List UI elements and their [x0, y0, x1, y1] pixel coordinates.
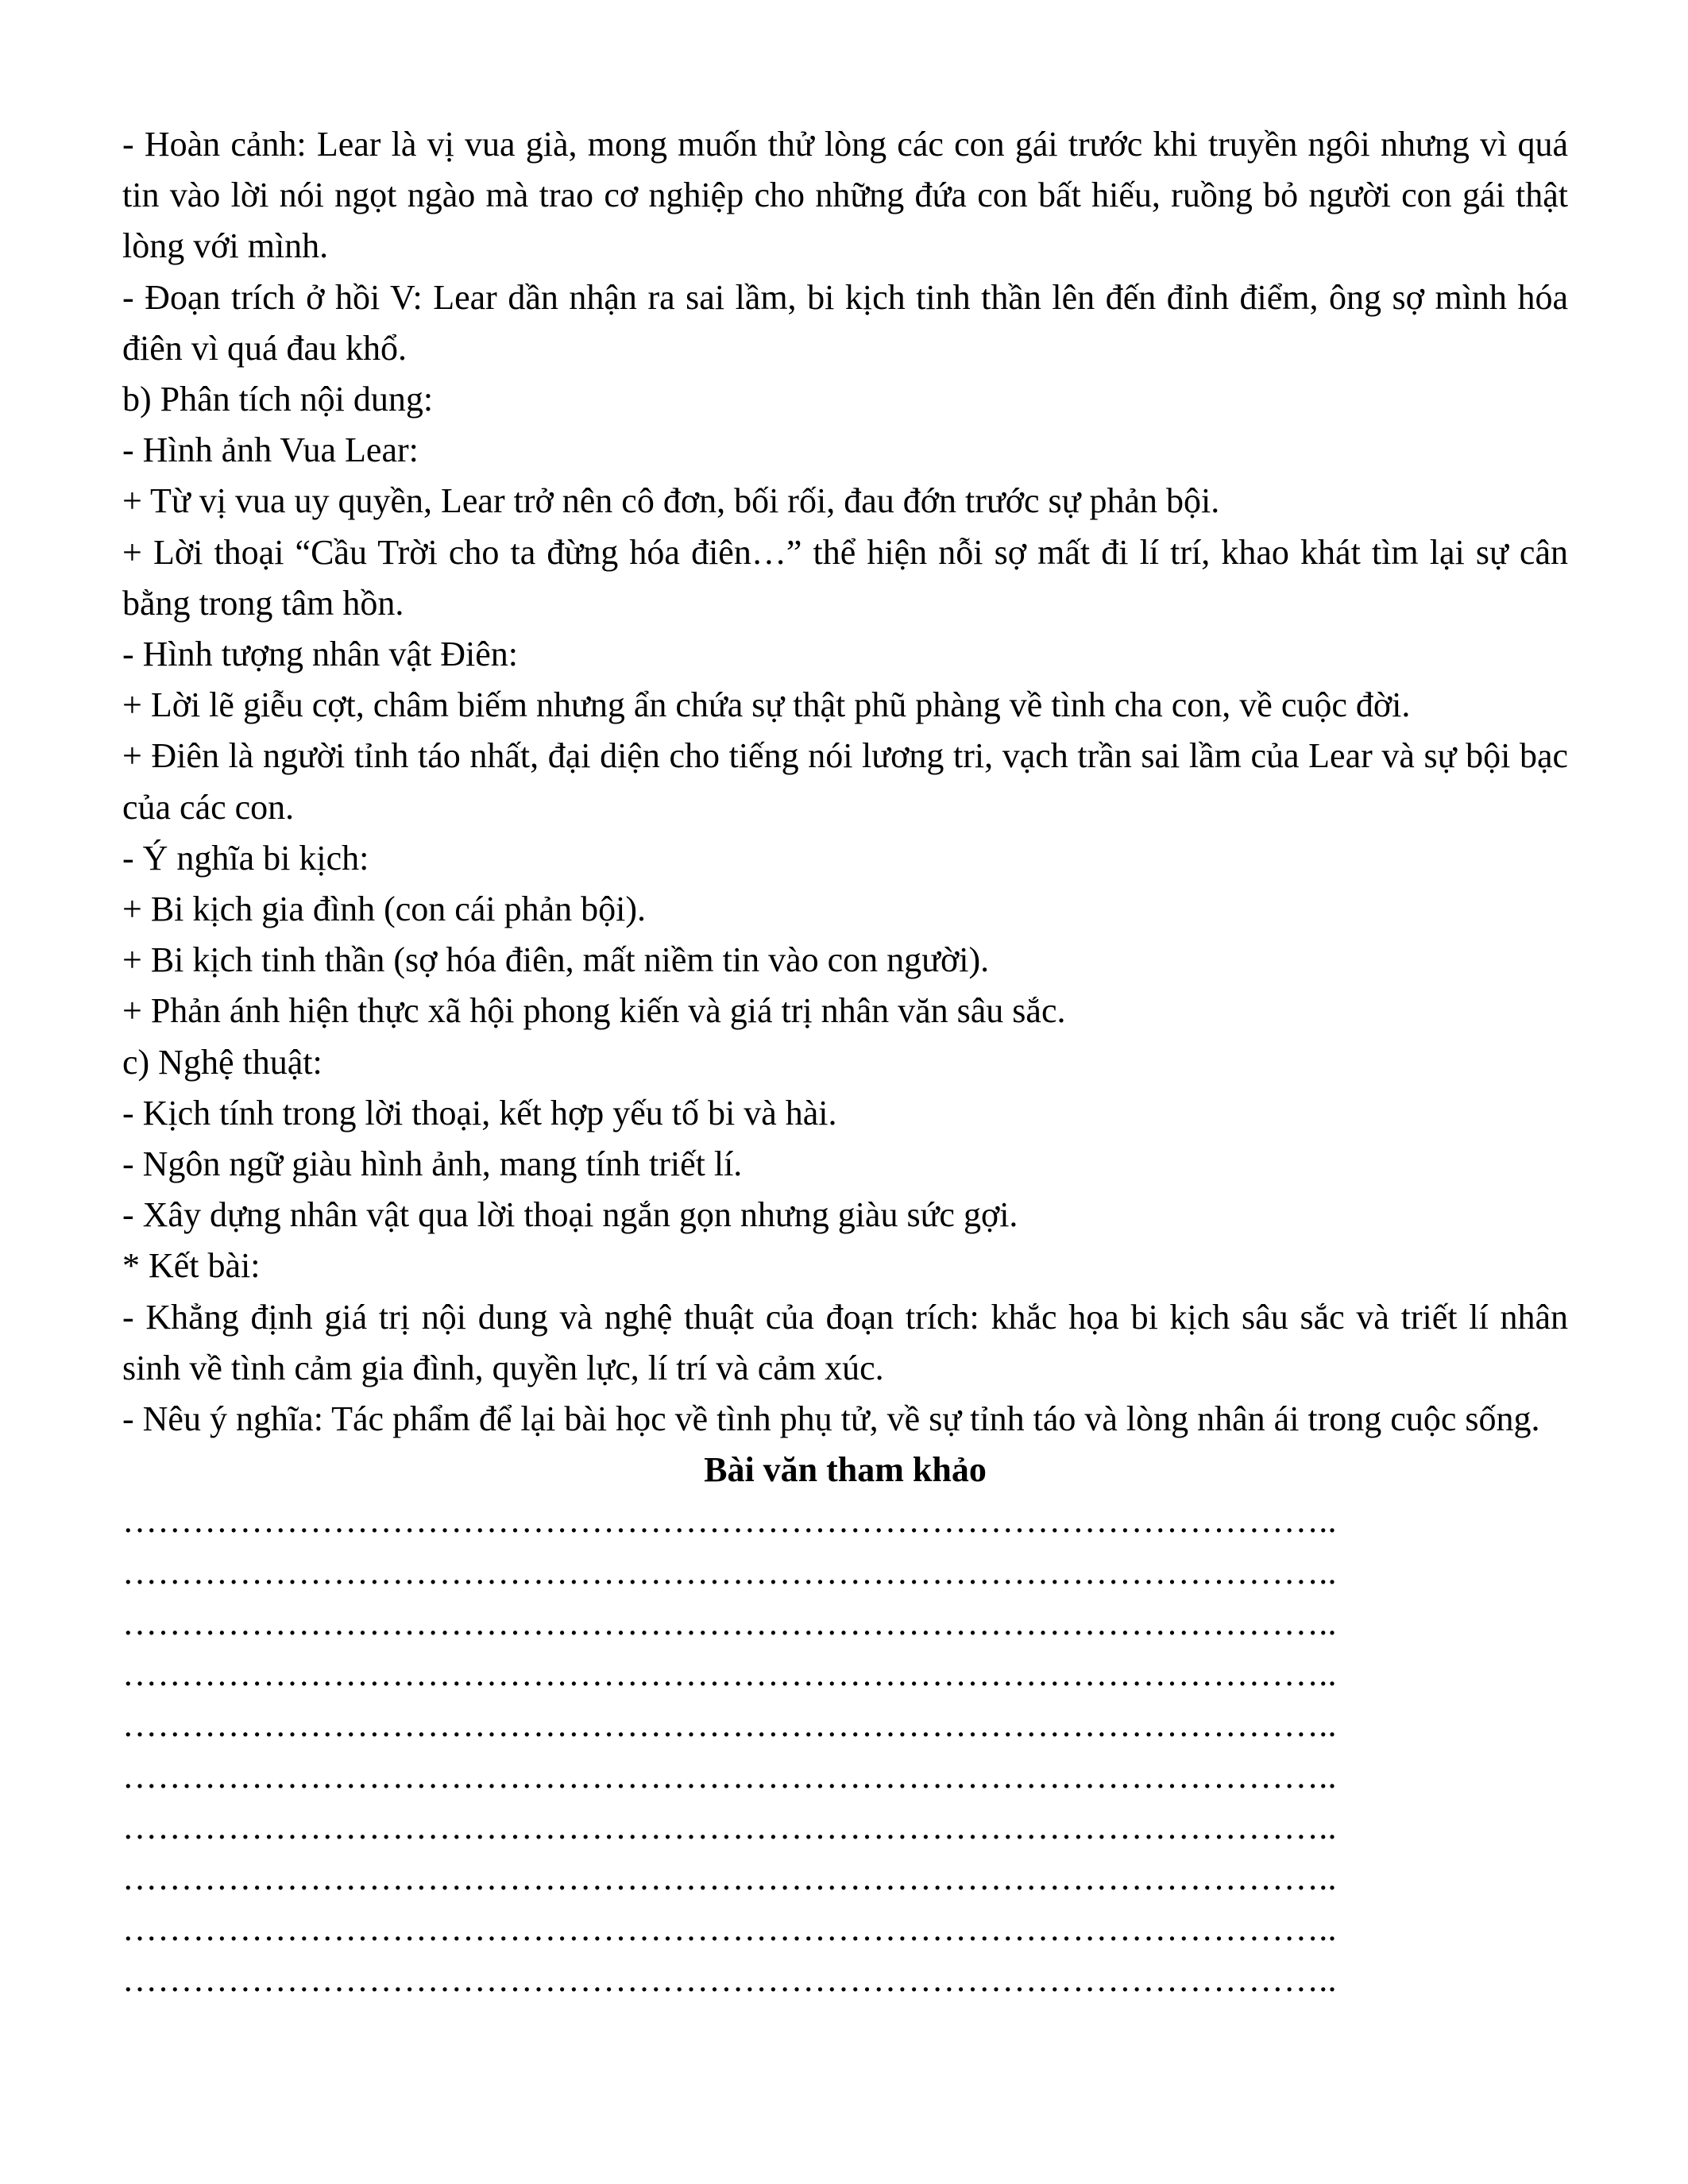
paragraph: - Hoàn cảnh: Lear là vị vua già, mong muốn thử lòng các con gái trước khi truyền ngôi nhưng vì quá tin vào lời nói ngọt ngào mà trao cơ nghiệp cho những đứa con bất hiếu, ruồng bỏ người con gái thật lòng với mình. — [122, 125, 1568, 266]
dotted-writing-line: ………………………………………………………………………………………….. — [122, 1603, 1337, 1642]
dotted-writing-line: ………………………………………………………………………………………….. — [122, 1501, 1337, 1541]
paragraph: * Kết bài: — [122, 1246, 261, 1286]
dotted-writing-line: ………………………………………………………………………………………….. — [122, 1807, 1337, 1846]
dotted-writing-line: ………………………………………………………………………………………….. — [122, 1960, 1337, 2000]
paragraph: - Nêu ý nghĩa: Tác phẩm để lại bài học về tình phụ tử, về sự tỉnh táo và lòng nhân ái trong cuộc sống. — [122, 1399, 1540, 1439]
paragraph: - Ý nghĩa bi kịch: — [122, 838, 369, 878]
paragraph: - Hình ảnh Vua Lear: — [122, 430, 419, 470]
dotted-writing-line: ………………………………………………………………………………………….. — [122, 1756, 1337, 1796]
dotted-writing-line: ………………………………………………………………………………………….. — [122, 1858, 1337, 1897]
dotted-writing-line: ………………………………………………………………………………………….. — [122, 1552, 1337, 1592]
outline-body — [122, 119, 1568, 1445]
paragraph: - Hình tượng nhân vật Điên: — [122, 635, 519, 674]
paragraph: + Bi kịch tinh thần (sợ hóa điên, mất niềm tin vào con người). — [122, 940, 990, 980]
dotted-writing-line: ………………………………………………………………………………………….. — [122, 1705, 1337, 1745]
document-page — [122, 119, 1568, 2006]
paragraph: - Khẳng định giá trị nội dung và nghệ thuật của đoạn trích: khắc họa bi kịch sâu sắc và triết lí nhân sinh về tình cảm gia đình, quyền lực, lí trí và cảm xúc. — [122, 1297, 1568, 1387]
paragraph: + Phản ánh hiện thực xã hội phong kiến và giá trị nhân văn sâu sắc. — [122, 991, 1066, 1031]
dotted-writing-line: ………………………………………………………………………………………….. — [122, 1654, 1337, 1694]
paragraph: c) Nghệ thuật: — [122, 1042, 323, 1082]
paragraph: + Lời lẽ giễu cợt, châm biếm nhưng ẩn chứa sự thật phũ phàng về tình cha con, về cuộc đời. — [122, 685, 1411, 725]
writing-lines — [122, 1495, 1568, 2005]
paragraph: + Lời thoại “Cầu Trời cho ta đừng hóa điên…” thể hiện nỗi sợ mất đi lí trí, khao khát tìm lại sự cân bằng trong tâm hồn. — [122, 532, 1568, 623]
paragraph: + Điên là người tỉnh táo nhất, đại diện cho tiếng nói lương tri, vạch trần sai lầm của Lear và sự bội bạc của các con. — [122, 736, 1568, 827]
paragraph: - Đoạn trích ở hồi V: Lear dần nhận ra sai lầm, bi kịch tinh thần lên đến đỉnh điểm, ông sợ mình hóa điên vì quá đau khổ. — [122, 277, 1568, 368]
paragraph: - Ngôn ngữ giàu hình ảnh, mang tính triết lí. — [122, 1144, 743, 1184]
paragraph: b) Phân tích nội dung: — [122, 380, 434, 419]
dotted-writing-line: ………………………………………………………………………………………….. — [122, 1909, 1337, 1949]
paragraph: - Xây dựng nhân vật qua lời thoại ngắn gọn nhưng giàu sức gợi. — [122, 1195, 1018, 1235]
paragraph: + Từ vị vua uy quyền, Lear trở nên cô đơn, bối rối, đau đớn trước sự phản bội. — [122, 481, 1220, 521]
paragraph: - Kịch tính trong lời thoại, kết hợp yếu tố bi và hài. — [122, 1093, 837, 1133]
reference-heading: Bài văn tham khảo — [704, 1450, 987, 1490]
paragraph: + Bi kịch gia đình (con cái phản bội). — [122, 889, 646, 929]
